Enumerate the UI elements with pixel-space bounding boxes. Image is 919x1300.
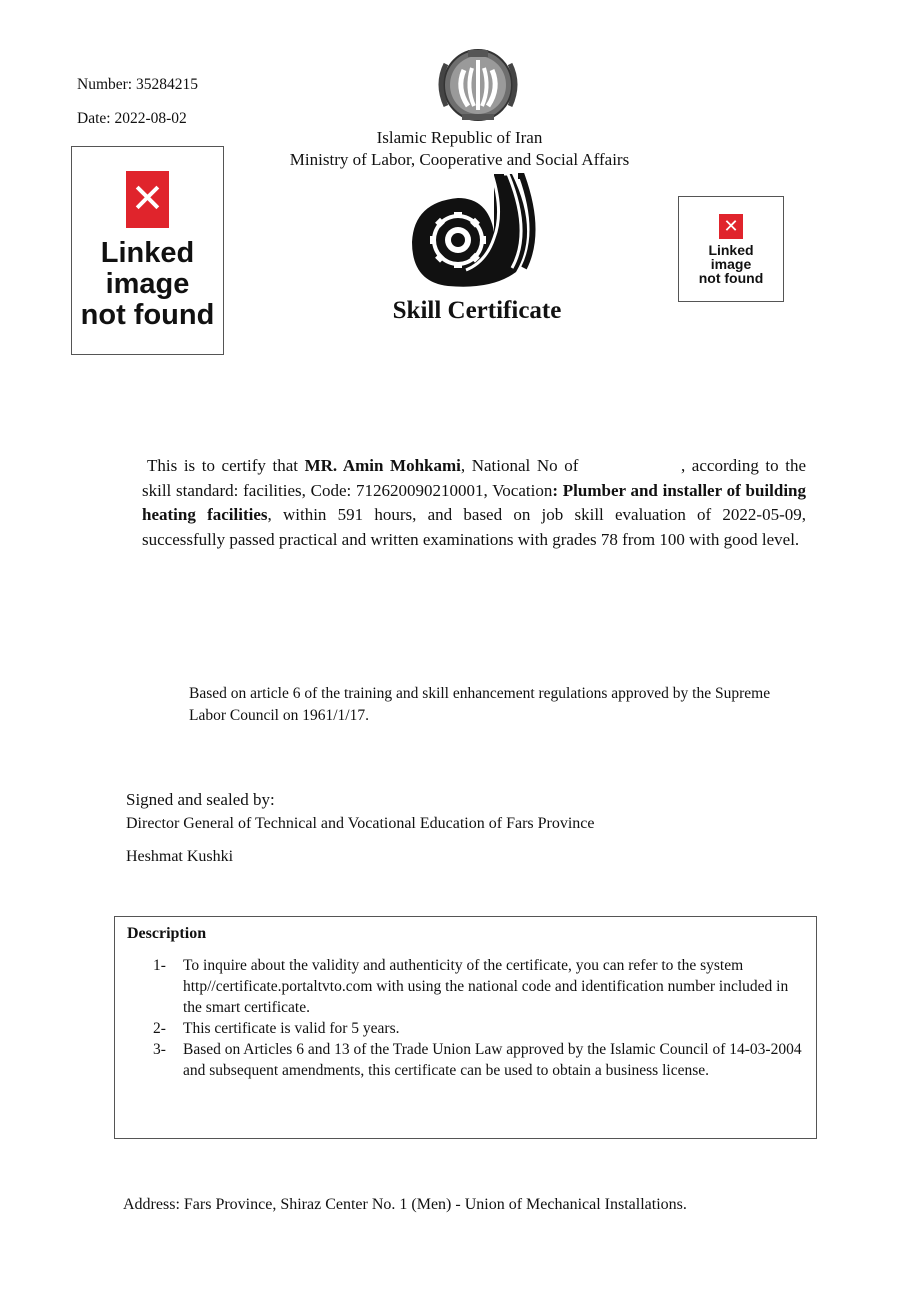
statement-text: This is to certify that (147, 456, 305, 475)
holder-name: MR. Amin Mohkami (304, 456, 461, 475)
broken-image-text: not found (698, 269, 764, 286)
list-item (127, 1039, 804, 1081)
statement-text: , National No of (460, 456, 585, 475)
certificate-number: Number: 35284215 (77, 76, 198, 93)
list-item (127, 1018, 804, 1039)
broken-image-text: image (710, 255, 752, 272)
qr-placeholder-right (678, 196, 784, 302)
tvto-logo-icon (408, 172, 542, 290)
certificate-statement (142, 454, 806, 552)
list-item-number: 2- (153, 1020, 166, 1037)
signatory-title: Director General of Technical and Vocational Education of Fars Province (126, 815, 595, 832)
statement-text: , according to the skill standard: facilities, Code: 712620090210001, Vocation (142, 456, 807, 500)
list-item-number: 1- (153, 957, 166, 974)
address: Address: Fars Province, Shiraz Center No. 1 (Men) - Union of Mechanical Installations. (123, 1196, 687, 1213)
broken-image-text: image (105, 267, 190, 300)
country-name: Islamic Republic of Iran (376, 128, 543, 147)
broken-image-text: Linked (708, 241, 754, 258)
certificate-date: Date: 2022-08-02 (77, 110, 187, 127)
certificate-title: Skill Certificate (392, 297, 562, 324)
list-item-text: Based on Articles 6 and 13 of the Trade Union Law approved by the Islamic Council of 14-03-2004 and subsequent amendments, this certificate can be used to obtain a business license. (183, 1041, 802, 1079)
description-heading: Description (127, 925, 207, 942)
broken-image-text: Linked (100, 236, 195, 269)
legal-basis: Based on article 6 of the training and skill enhancement regulations approved by the Supreme Labor Council on 1961/1/17. (189, 685, 771, 724)
ministry-name: Ministry of Labor, Cooperative and Social Affairs (289, 150, 630, 169)
statement-text: , within 591 hours, and based on job skill evaluation of 2022-05-09, successfully passed practical and written examinations with grades 78 from 100 with good level. (142, 505, 807, 549)
broken-image-text: not found (80, 298, 215, 331)
broken-image-x-icon: ✕ (126, 171, 169, 228)
list-item-text: This certificate is valid for 5 years. (183, 1020, 400, 1037)
signatory-name: Heshmat Kushki (126, 848, 234, 865)
list-item-number: 3- (153, 1041, 166, 1058)
list-item (127, 955, 804, 1018)
broken-image-x-icon: ✕ (719, 214, 743, 239)
iran-emblem-icon (432, 44, 524, 126)
signature-label: Signed and sealed by: (126, 790, 275, 809)
description-box (114, 916, 817, 1139)
list-item-text: To inquire about the validity and authenticity of the certificate, you can refer to the system http//certificate.portaltvto.com with using the national code and identification number included in the smart certificate. (183, 957, 789, 1016)
vocation-name: : Plumber and installer of building heating facilities (142, 480, 806, 524)
description-list (127, 955, 804, 1081)
